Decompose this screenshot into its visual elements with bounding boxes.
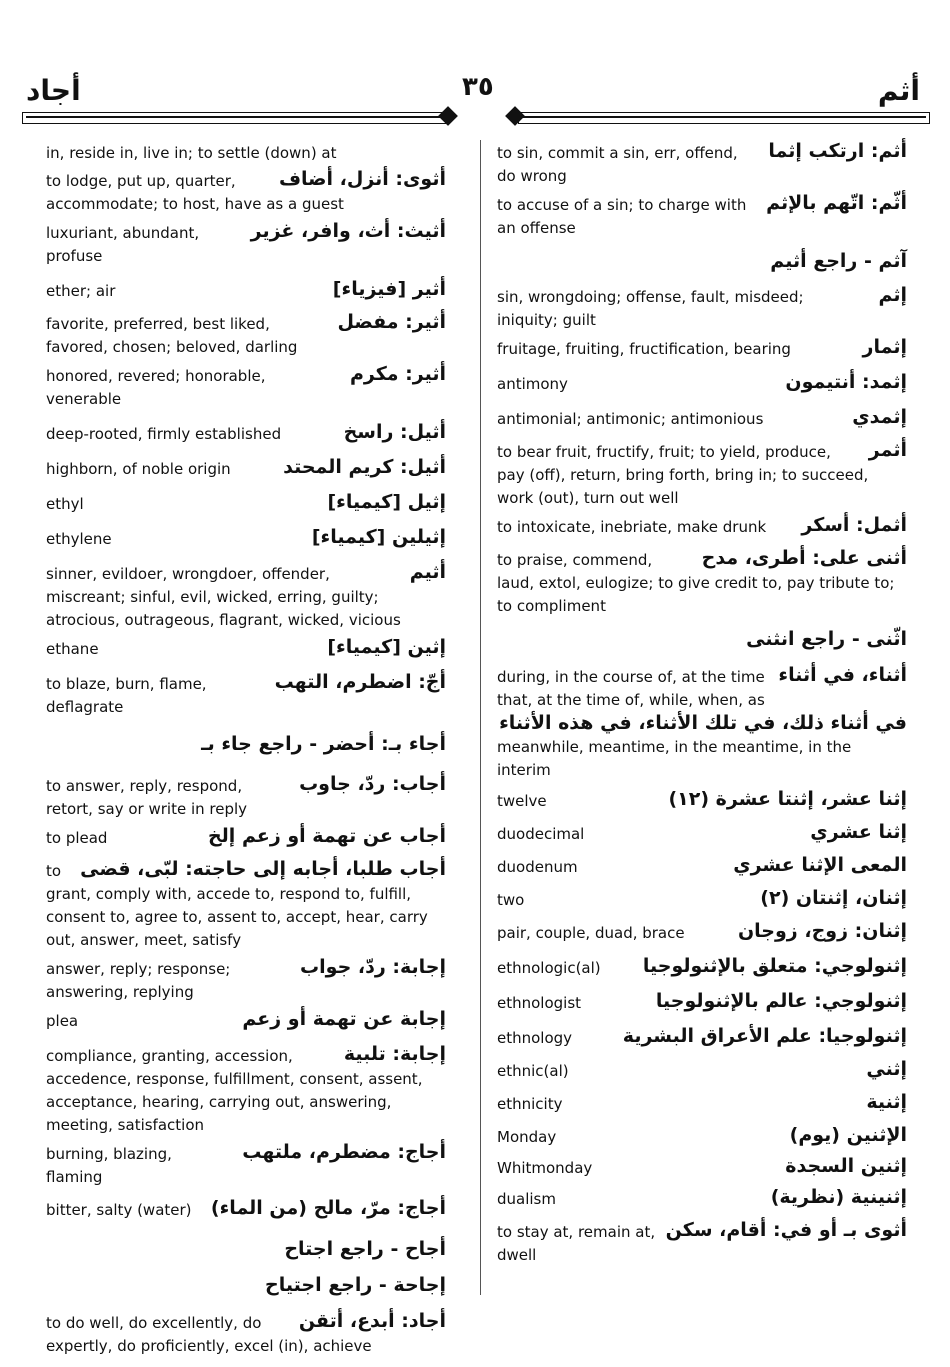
dictionary-entry xyxy=(46,170,446,216)
entry-definition: ethnologic(al) xyxy=(497,957,907,980)
entry-definition: ethnologist xyxy=(497,992,907,1015)
entry-definition: honored, revered; honorable, venerable xyxy=(46,365,446,411)
dictionary-entry xyxy=(497,1188,907,1211)
entry-definition: ethane xyxy=(46,638,446,661)
entry-headword: أجاب عن تهمة أو زعم إلخ xyxy=(202,825,446,848)
dictionary-entry xyxy=(497,666,907,712)
entry-headword: أثيم xyxy=(404,561,446,584)
header-right-guide-word: أثم xyxy=(877,74,920,107)
dictionary-entry xyxy=(46,365,446,411)
entry-headword: إثنولوجي: عالم بالإثنولوجيا xyxy=(650,990,907,1013)
header-rule-left xyxy=(22,112,448,124)
dictionary-entry xyxy=(46,493,446,516)
dictionary-entry xyxy=(497,1027,907,1050)
entry-headword: أجاب طلبا، أجابه إلى حاجته: لبّى، قضى xyxy=(74,858,446,881)
dictionary-entry xyxy=(497,338,907,361)
entry-definition: meanwhile, meantime, in the meantime, in the interim xyxy=(497,714,907,782)
dictionary-entry xyxy=(497,1157,907,1180)
entry-definition: duodenum xyxy=(497,856,907,879)
entry-definition: dualism xyxy=(497,1188,907,1211)
entry-definition: highborn, of noble origin xyxy=(46,458,446,481)
dictionary-entry xyxy=(497,823,907,846)
entry-definition: compliance, granting, accession, accedence, response, fulfillment, consent, assent, acceptance, hearing, carrying out, answering, meeting, satisfaction xyxy=(46,1045,446,1137)
entry-headword: إثمار xyxy=(857,336,907,359)
dictionary-entry xyxy=(497,790,907,813)
entry-headword: أثيث: أث، وافر، غزير xyxy=(245,220,446,243)
dictionary-entry xyxy=(497,373,907,396)
page-number: ٣٥ xyxy=(462,72,494,102)
dictionary-entry xyxy=(497,408,907,431)
entry-headword: أثّم: اتّهم بالإثم xyxy=(760,192,907,215)
entry-headword: إثم xyxy=(872,284,907,307)
dictionary-entry xyxy=(46,423,446,446)
right-column xyxy=(497,142,907,1267)
dictionary-entry xyxy=(46,860,446,952)
entry-headword: أجاج: مرّ، مالح (من الماء) xyxy=(205,1197,446,1220)
dictionary-entry xyxy=(497,549,907,618)
entry-definition: ethnology xyxy=(497,1027,907,1050)
dictionary-entry xyxy=(497,246,907,282)
entry-definition: plea xyxy=(46,1010,446,1033)
dictionary-entry xyxy=(46,458,446,481)
dictionary-entry xyxy=(46,142,446,165)
entry-headword: إثين [كيمياء] xyxy=(321,636,446,659)
entry-headword: أثنى على: أطرى، مدح xyxy=(696,547,907,570)
dictionary-entry xyxy=(46,1143,446,1189)
headword-spacer xyxy=(436,142,446,164)
dictionary-entry xyxy=(497,714,907,782)
dictionary-entry xyxy=(46,1234,446,1270)
dictionary-entry xyxy=(497,1221,907,1267)
dictionary-entry xyxy=(497,1126,907,1149)
entry-headword: إجاحة - راجع اجتياح xyxy=(259,1274,446,1297)
entry-headword: أجاب: ردّ، جاوب xyxy=(293,773,446,796)
entry-definition: ethnic(al) xyxy=(497,1060,907,1083)
entry-definition: fruitage, fruiting, fructification, bearing xyxy=(497,338,907,361)
entry-headword: أثير [فيزياء] xyxy=(327,278,446,301)
entry-definition: to accuse of a sin; to charge with an offense xyxy=(497,194,907,240)
dictionary-entry xyxy=(497,992,907,1015)
entry-headword: أثير: مفضل xyxy=(331,311,446,334)
entry-headword: إثنين السجدة xyxy=(779,1155,907,1178)
entry-definition: to bear fruit, fructify, fruit; to yield, produce, pay (off), return, bring forth, bring in; to succeed, work (out), turn out well xyxy=(497,441,907,510)
entry-definition: to do well, do excellently, do expertly, do proficiently, excel (in), achieve xyxy=(46,1312,446,1358)
entry-headword: أثيل: راسخ xyxy=(338,421,446,444)
dictionary-entry xyxy=(46,638,446,661)
dictionary-entry xyxy=(497,889,907,912)
entry-headword: إثني xyxy=(860,1058,907,1081)
entry-headword: إثمد: أنتيمون xyxy=(779,371,907,394)
header-left-guide-word: أجاد xyxy=(26,74,81,107)
entry-definition: favorite, preferred, best liked, favored, chosen; beloved, darling xyxy=(46,313,446,359)
entry-definition: burning, blazing, flaming xyxy=(46,1143,446,1189)
entry-headword: إثنا عشري xyxy=(804,821,907,844)
entry-headword: أثمل: أسكر xyxy=(795,514,907,537)
entry-definition: ethylene xyxy=(46,528,446,551)
dictionary-entry xyxy=(46,222,446,268)
entry-headword: إثنينية (نظرية) xyxy=(765,1186,907,1209)
entry-definition: ethnicity xyxy=(497,1093,907,1116)
left-column xyxy=(46,142,446,1358)
entry-headword: أثير: مكرم xyxy=(344,363,446,386)
entry-definition: to answer, reply, respond, retort, say or write in reply xyxy=(46,775,446,821)
dictionary-entry xyxy=(46,1010,446,1033)
dictionary-entry xyxy=(46,528,446,551)
entry-definition: antimony xyxy=(497,373,907,396)
entry-headword: إثنا عشر، إثنتا عشرة (١٢) xyxy=(662,788,907,811)
entry-definition: to grant, comply with, accede to, respond to, fulfill, consent to, agree to, assent to, accept, hear, carry out, answer, meet, satisfy xyxy=(46,860,446,952)
entry-definition: to sin, commit a sin, err, offend, do wrong xyxy=(497,142,907,188)
dictionary-entry xyxy=(497,1060,907,1083)
entry-headword: أجاح - راجع اجتاح xyxy=(278,1238,446,1261)
dictionary-entry xyxy=(497,922,907,945)
dictionary-entry xyxy=(497,1093,907,1116)
dictionary-entry xyxy=(497,441,907,510)
dictionary-entry xyxy=(46,1199,446,1222)
entry-headword: إجابة: تلبية xyxy=(338,1043,446,1066)
entry-definition: bitter, salty (water) xyxy=(46,1199,446,1222)
entry-definition: to plead xyxy=(46,827,446,850)
entry-definition: during, in the course of, at the time that, at the time of, while, when, as xyxy=(497,666,907,712)
entry-headword: أثناء، في أثناء xyxy=(772,664,907,687)
entry-definition: pair, couple, duad, brace xyxy=(497,922,907,945)
dictionary-entry xyxy=(46,775,446,821)
dictionary-entry xyxy=(46,1270,446,1306)
dictionary-entry xyxy=(497,142,907,188)
dictionary-entry xyxy=(497,194,907,240)
dictionary-entry xyxy=(46,563,446,632)
entry-headword: أثوى بـ أو في: أقام، سكن xyxy=(660,1219,907,1242)
entry-headword: أجاء بـ: أحضر - راجع جاء بـ xyxy=(195,733,446,756)
entry-definition: sinner, evildoer, wrongdoer, offender, miscreant; sinful, evil, wicked, erring, guilty; atrocious, outrageous, flagrant, wicked, vicious xyxy=(46,563,446,632)
dictionary-entry xyxy=(46,827,446,850)
entry-headword: الإثنين (يوم) xyxy=(784,1124,907,1147)
dictionary-entry xyxy=(497,856,907,879)
entry-headword: في أثناء ذلك، في تلك الأثناء، في هذه الأثناء xyxy=(493,712,907,735)
dictionary-entry xyxy=(46,280,446,303)
entry-headword: أجّ: اضطرم، التهب xyxy=(269,671,446,694)
entry-headword: أثم: ارتكب إثما xyxy=(762,140,907,163)
entry-definition: to lodge, put up, quarter, accommodate; to host, have as a guest xyxy=(46,170,446,216)
entry-headword: إجابة عن تهمة أو زعم xyxy=(236,1008,446,1031)
entry-definition: sin, wrongdoing; offense, fault, misdeed; iniquity; guilt xyxy=(497,286,907,332)
entry-definition: two xyxy=(497,889,907,912)
dictionary-entry xyxy=(46,673,446,719)
entry-definition: Monday xyxy=(497,1126,907,1149)
entry-definition: Whitmonday xyxy=(497,1157,907,1180)
dictionary-entry xyxy=(46,958,446,1004)
header-rule-right xyxy=(518,112,930,124)
dictionary-entry xyxy=(46,313,446,359)
entry-definition: ethyl xyxy=(46,493,446,516)
dictionary-entry xyxy=(497,624,907,660)
entry-definition: answer, reply; response; answering, replying xyxy=(46,958,446,1004)
column-divider xyxy=(480,140,481,1295)
entry-headword: إجابة: ردّ، جواب xyxy=(294,956,446,979)
entry-headword: إثنولوجي: متعلق بالإثنولوجيا xyxy=(637,955,907,978)
dictionary-entry xyxy=(46,1312,446,1358)
entry-headword: إثنية xyxy=(860,1091,907,1114)
entry-definition: to intoxicate, inebriate, make drunk xyxy=(497,516,907,539)
entry-definition: duodecimal xyxy=(497,823,907,846)
entry-definition: to stay at, remain at, dwell xyxy=(497,1221,907,1267)
entry-headword: المعى الإثنا عشري xyxy=(727,854,907,877)
entry-definition: deep-rooted, firmly established xyxy=(46,423,446,446)
entry-headword: أثمر xyxy=(863,439,907,462)
entry-headword: إثنان: زوج، زوجان xyxy=(732,920,907,943)
entry-headword: آثم - راجع أثيم xyxy=(764,250,907,273)
entry-headword: أجاج: مضطرم، ملتهب xyxy=(236,1141,446,1164)
dictionary-entry xyxy=(46,729,446,765)
dictionary-entry xyxy=(46,1045,446,1137)
entry-headword: أثوى: أنزل، أضاف xyxy=(273,168,446,191)
entry-headword: أثيل: كريم المحتد xyxy=(277,456,446,479)
entry-definition: twelve xyxy=(497,790,907,813)
entry-definition: to praise, commend, laud, extol, eulogize; to give credit to, pay tribute to; to compliment xyxy=(497,549,907,618)
dictionary-entry xyxy=(497,286,907,332)
entry-headword: إثنان، إثنتان (٢) xyxy=(754,887,907,910)
entry-headword: إثيلين [كيمياء] xyxy=(306,526,446,549)
entry-headword: إثمدي xyxy=(846,406,907,429)
entry-headword: إثنولوجيا: علم الأعراق البشرية xyxy=(617,1025,907,1048)
entry-definition: to blaze, burn, flame, deflagrate xyxy=(46,673,446,719)
dictionary-entry xyxy=(497,957,907,980)
entry-definition: ether; air xyxy=(46,280,446,303)
entry-headword: إثيل [كيمياء] xyxy=(322,491,447,514)
entry-definition: antimonial; antimonic; antimonious xyxy=(497,408,907,431)
entry-definition: in, reside in, live in; to settle (down) at xyxy=(46,142,446,165)
dictionary-entry xyxy=(497,516,907,539)
entry-definition: luxuriant, abundant, profuse xyxy=(46,222,446,268)
entry-headword: اثّنى - راجع انثنى xyxy=(740,628,907,651)
entry-headword: أجاد: أبدع، أتقن xyxy=(293,1310,446,1333)
